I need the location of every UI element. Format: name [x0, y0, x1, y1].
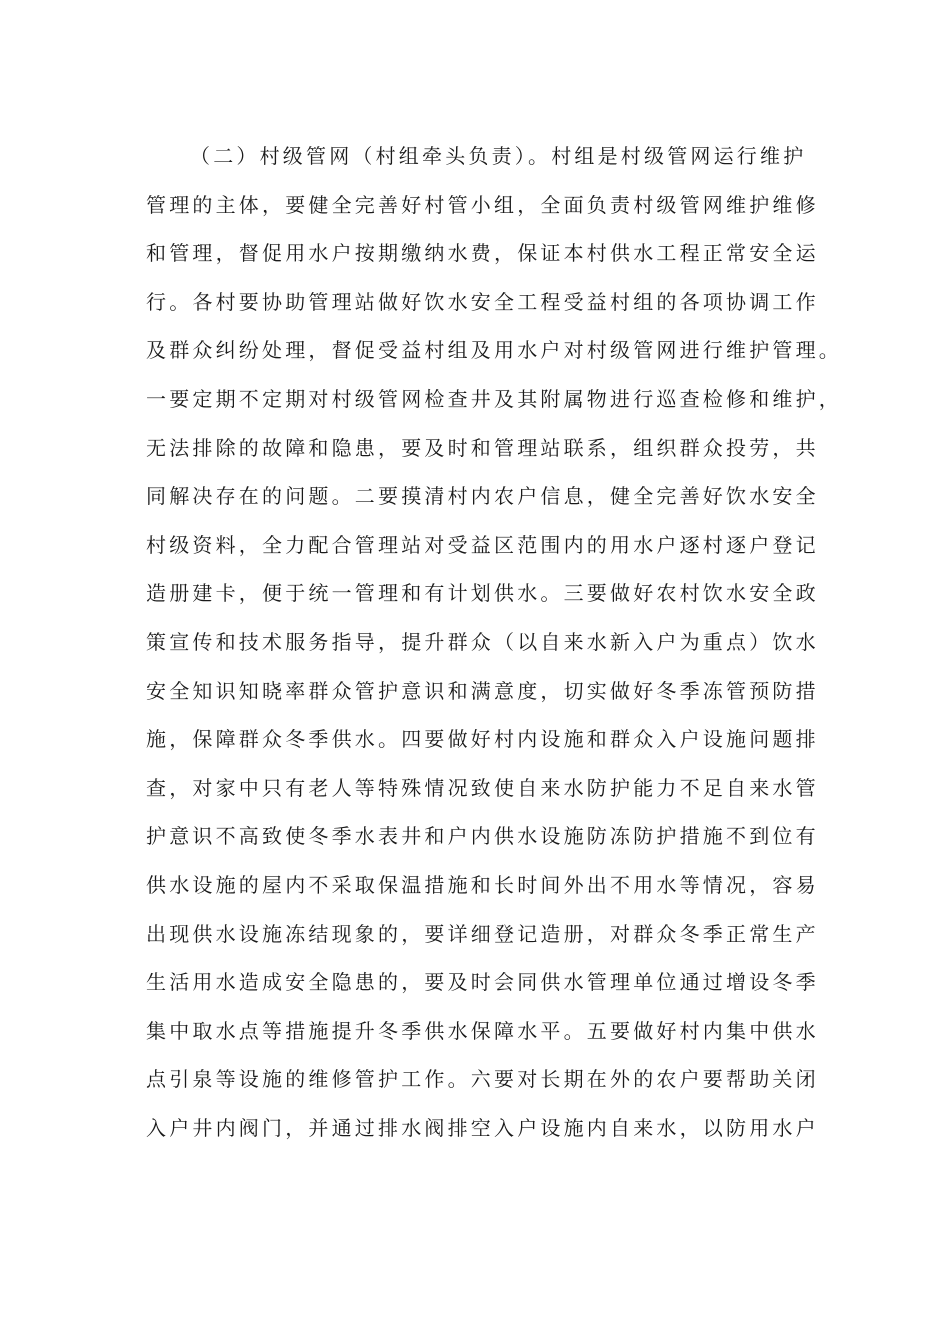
paragraph-line: 集中取水点等措施提升冬季供水保障水平。五要做好村内集中供水	[146, 1018, 819, 1043]
paragraph-line: 施，保障群众冬季供水。四要做好村内设施和群众入户设施问题排	[146, 727, 819, 752]
paragraph-line: 安全知识知晓率群众管护意识和满意度，切实做好冬季冻管预防措	[146, 678, 819, 703]
paragraph-line: 策宣传和技术服务指导，提升群众（以自来水新入户为重点）饮水	[146, 629, 819, 654]
paragraph-line: 行。各村要协助管理站做好饮水安全工程受益村组的各项协调工作	[146, 289, 819, 314]
paragraph-line: 一要定期不定期对村级管网检查井及其附属物进行巡查检修和维护，	[146, 386, 842, 411]
paragraph-line: （二）村级管网（村组牵头负责）。村组是村级管网运行维护	[190, 144, 807, 168]
paragraph-line: 同解决存在的问题。二要摸清村内农户信息，健全完善好饮水安全	[146, 484, 819, 509]
paragraph-line: 查，对家中只有老人等特殊情况致使自来水防护能力不足自来水管	[146, 775, 819, 800]
paragraph-line: 无法排除的故障和隐患，要及时和管理站联系，组织群众投劳，共	[146, 435, 819, 460]
paragraph-line: 点引泉等设施的维修管护工作。六要对长期在外的农户要帮助关闭	[146, 1067, 819, 1092]
paragraph-line: 护意识不高致使冬季水表井和户内供水设施防冻防护措施不到位有	[146, 824, 819, 849]
paragraph-line: 及群众纠纷处理，督促受益村组及用水户对村级管网进行维护管理。	[146, 338, 842, 363]
paragraph-line: 出现供水设施冻结现象的，要详细登记造册，对群众冬季正常生产	[146, 921, 819, 946]
paragraph-line: 入户井内阀门，并通过排水阀排空入户设施内自来水，以防用水户	[146, 1115, 819, 1140]
paragraph-line: 供水设施的屋内不采取保温措施和长时间外出不用水等情况，容易	[146, 872, 819, 897]
paragraph-line: 管理的主体，要健全完善好村管小组，全面负责村级管网维护维修	[146, 192, 819, 217]
paragraph-line: 和管理，督促用水户按期缴纳水费，保证本村供水工程正常安全运	[146, 241, 819, 266]
paragraph-line: 村级资料，全力配合管理站对受益区范围内的用水户逐村逐户登记	[146, 532, 819, 557]
paragraph-line: 造册建卡，便于统一管理和有计划供水。三要做好农村饮水安全政	[146, 581, 819, 606]
paragraph-line: 生活用水造成安全隐患的，要及时会同供水管理单位通过增设冬季	[146, 970, 819, 995]
body-paragraph	[146, 132, 842, 1152]
